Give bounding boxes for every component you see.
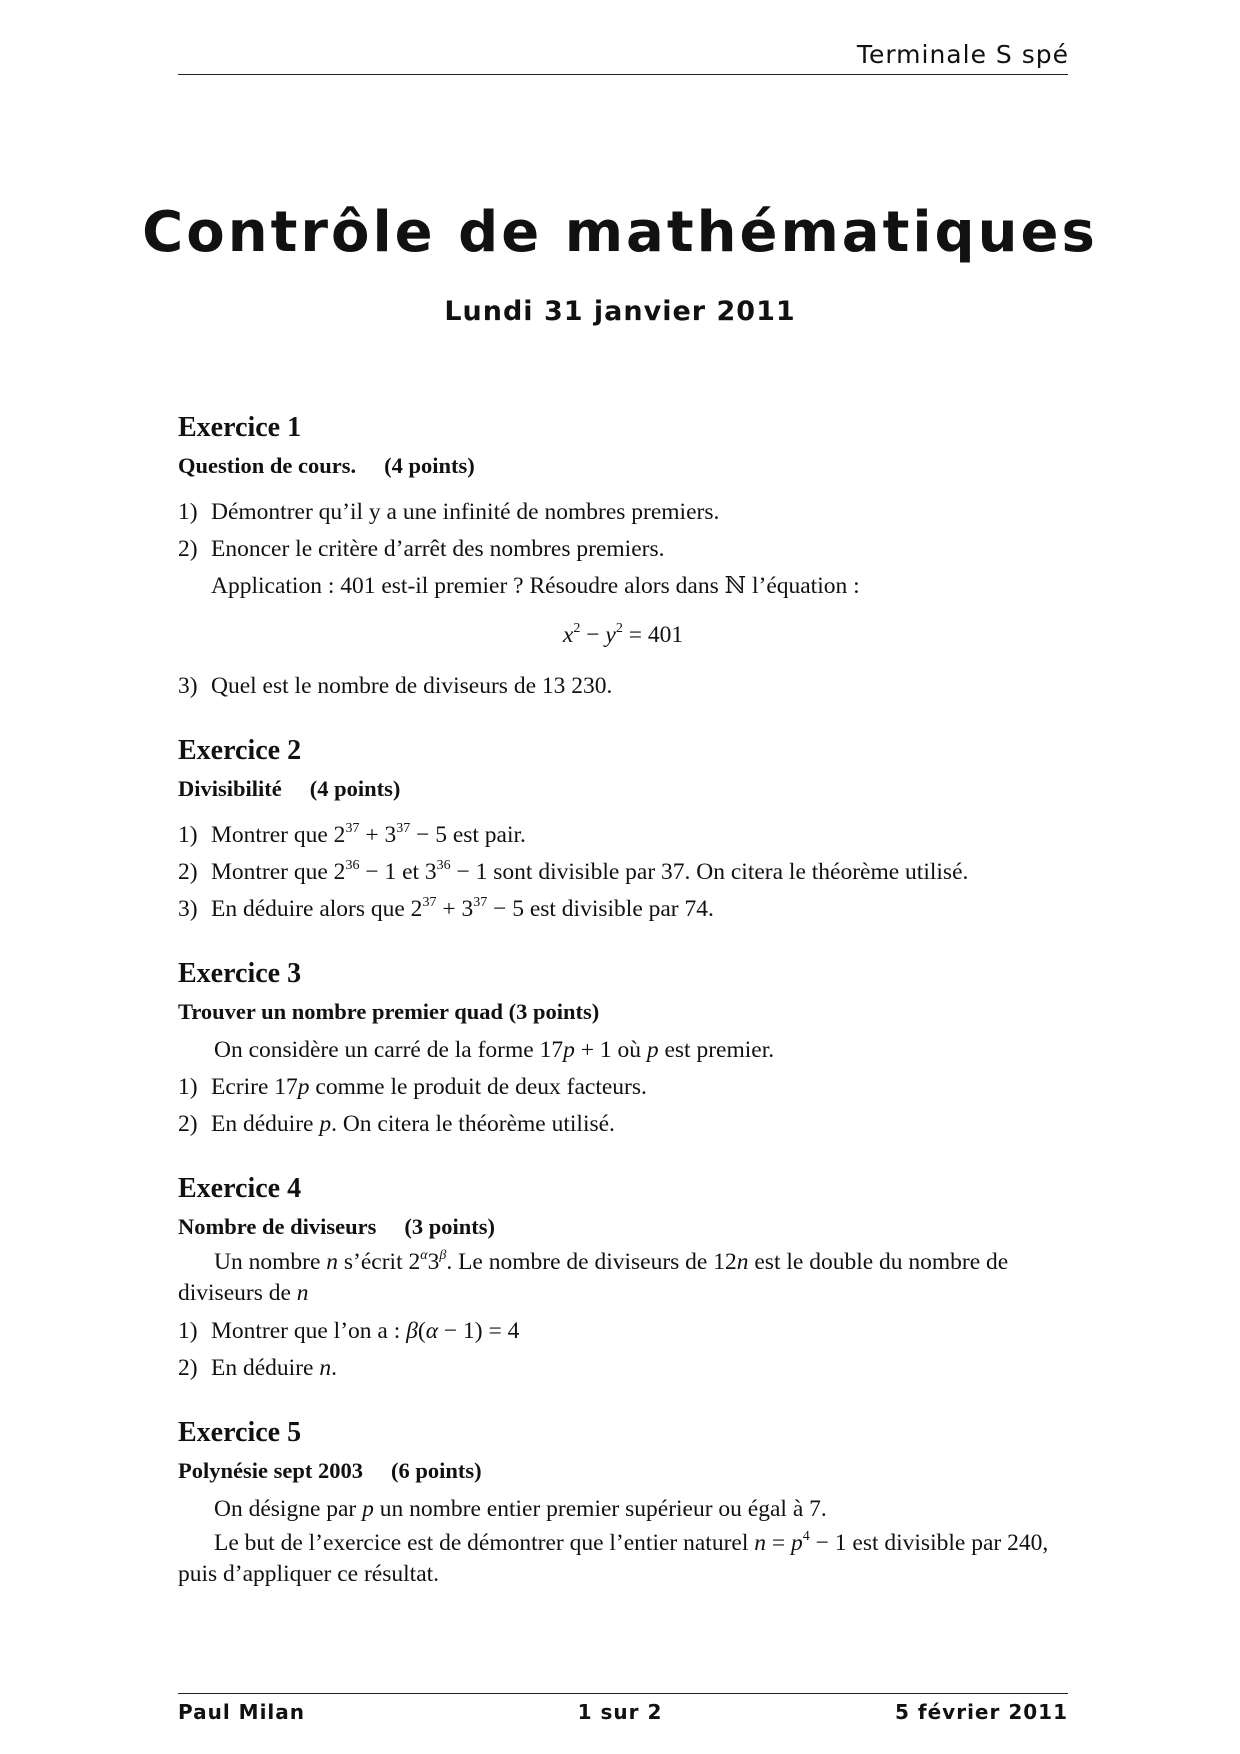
- question-number: 3): [178, 673, 198, 699]
- exercise-5-paragraph-1: On désigne par p un nombre entier premier supérieur ou égal à 7.: [214, 1496, 827, 1522]
- exercise-5-points: (6 points): [391, 1458, 482, 1483]
- exercise-4-question-1: 1) Montrer que l’on a : β(α − 1) = 4: [178, 1318, 520, 1344]
- exercise-5-title: Exercice 5: [178, 1417, 302, 1448]
- exercise-1-topic: Question de cours.: [178, 453, 357, 478]
- exercise-5: [178, 1413, 1068, 1590]
- document-date: Lundi 31 janvier 2011: [444, 296, 796, 327]
- exercise-2-question-3: 3) En déduire alors que $2^{37} + 3^{37} - 5$ est divisible par 74.: [178, 895, 714, 922]
- natural-numbers-symbol: ℕ: [724, 573, 747, 599]
- exercise-2-question-2: 2) Montrer que $2^{36} - 1$ et $3^{36} - 1$ sont divisible par 37. On citera le théorème utilisé.: [178, 858, 969, 885]
- header-rule: [178, 74, 1068, 75]
- exercise-3-title: Exercice 3: [178, 958, 302, 989]
- footer-author: Paul Milan: [178, 1700, 306, 1724]
- exercise-3-question-1: 1) Ecrire 17p comme le produit de deux facteurs.: [178, 1074, 647, 1100]
- exercise-3-question-2: 2) En déduire p. On citera le théorème utilisé.: [178, 1111, 615, 1137]
- exercise-5-paragraph-2: Le but de l’exercice est de démontrer que l’entier naturel $n = p^4 - 1$ est divisible par 240, puis d’appliquer ce résultat.: [178, 1529, 1049, 1587]
- exercise-1-question-3: [178, 668, 1068, 705]
- question-text: Démontrer qu’il y a une infinité de nombres premiers.: [211, 499, 720, 525]
- exercise-list: [178, 408, 1068, 1616]
- exercise-5-subtitle: Polynésie sept 2003 (6 points): [178, 1458, 482, 1483]
- exercise-4-points: (3 points): [404, 1214, 495, 1239]
- exercise-4-title: Exercice 4: [178, 1173, 302, 1204]
- header-label: Terminale S spé: [856, 40, 1069, 69]
- exercise-1-question-2: [178, 531, 1068, 568]
- exercise-2: [178, 731, 1068, 928]
- exercise-3-intro: On considère un carré de la forme 17p + 1 où p est premier.: [214, 1037, 775, 1063]
- application-line: Application : 401 est-il premier ? Résoudre alors dans ℕ l’équation :: [211, 573, 860, 599]
- exercise-4-intro: Un nombre n s’écrit $2^\alpha 3^\beta$. Le nombre de diviseurs de 12n est le double du nombre de diviseurs de n: [178, 1248, 1009, 1306]
- exercise-4-subtitle: Nombre de diviseurs (3 points): [178, 1214, 495, 1239]
- footer-page-number: 1 sur 2: [577, 1700, 663, 1724]
- exercise-3-subtitle: Trouver un nombre premier quad (3 points): [178, 999, 600, 1024]
- exercise-1-title: Exercice 1: [178, 412, 302, 443]
- exercise-2-title: Exercice 2: [178, 735, 302, 766]
- exercise-4: [178, 1169, 1068, 1387]
- question-text: Quel est le nombre de diviseurs de 13 230.: [211, 673, 613, 699]
- equation: $x^2 - y^2 = 401$: [562, 621, 684, 648]
- exercise-1-points: (4 points): [384, 453, 475, 478]
- exercise-2-question-1: 1) Montrer que $2^{37} + 3^{37} - 5$ est pair.: [178, 821, 526, 848]
- exercise-1-subtitle: [178, 450, 1068, 482]
- exercise-3: [178, 954, 1068, 1143]
- document-title: Contrôle de mathématiques: [142, 200, 1098, 265]
- footer-rule: [178, 1693, 1068, 1694]
- question-number: 2): [178, 536, 198, 562]
- exercise-4-question-2: 2) En déduire n.: [178, 1355, 337, 1381]
- exercise-1: [178, 408, 1068, 705]
- exercise-2-points: (4 points): [309, 776, 401, 801]
- footer-date: 5 février 2011: [895, 1700, 1068, 1724]
- exercise-2-subtitle: Divisibilité (4 points): [178, 776, 401, 801]
- question-text: Enoncer le critère d’arrêt des nombres premiers.: [211, 536, 665, 562]
- exercise-1-question-1: [178, 494, 1068, 531]
- question-number: 1): [178, 499, 198, 525]
